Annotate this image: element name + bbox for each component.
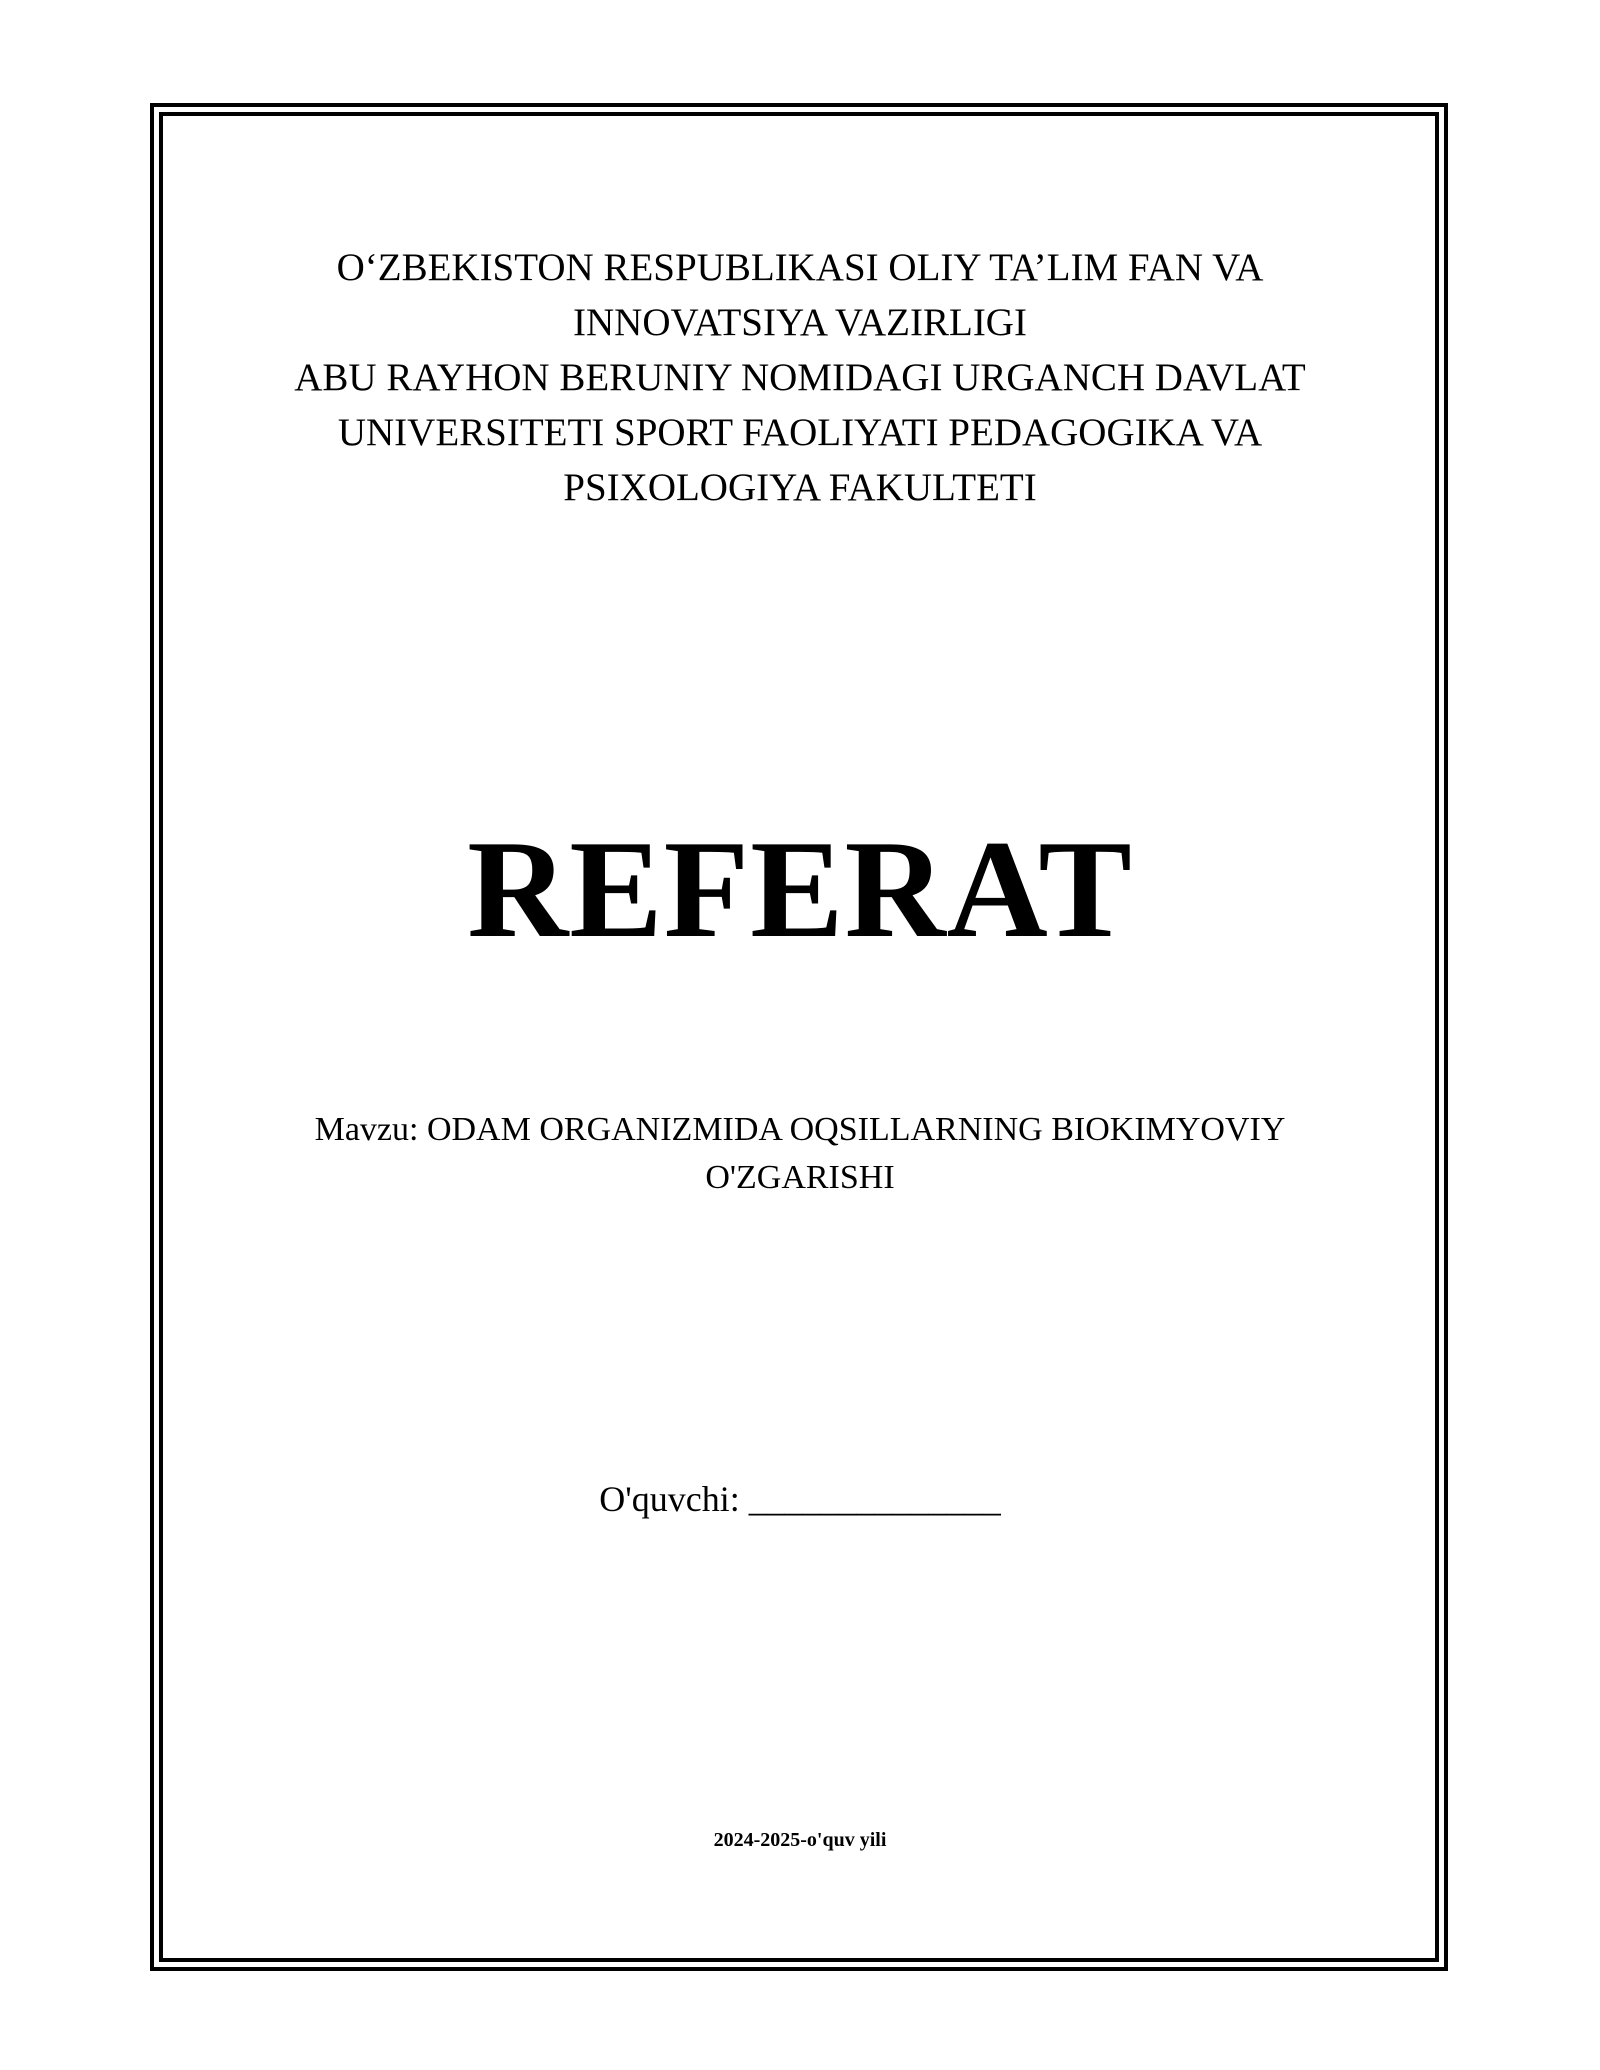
topic-block	[200, 1106, 1400, 1202]
document-title: REFERAT	[467, 812, 1133, 967]
student-field: O'quvchi: ______________	[599, 1479, 1001, 1519]
topic-line: Mavzu: ODAM ORGANIZMIDA OQSILLARNING BIOKIMYOVIY	[314, 1111, 1286, 1148]
header-line: PSIXOLOGIYA FAKULTETI	[563, 466, 1037, 509]
academic-year: 2024-2025-o'quv yili	[713, 1829, 887, 1851]
header-line: UNIVERSITETI SPORT FAOLIYATI PEDAGOGIKA VA	[337, 411, 1263, 454]
header-line: O‘ZBEKISTON RESPUBLIKASI OLIY TA’LIM FAN VA	[336, 246, 1264, 289]
ministry-university-header	[200, 240, 1400, 515]
topic-line: O'ZGARISHI	[705, 1159, 895, 1196]
header-line: ABU RAYHON BERUNIY NOMIDAGI URGANCH DAVLAT	[294, 356, 1306, 399]
header-line: INNOVATSIYA VAZIRLIGI	[573, 301, 1027, 344]
